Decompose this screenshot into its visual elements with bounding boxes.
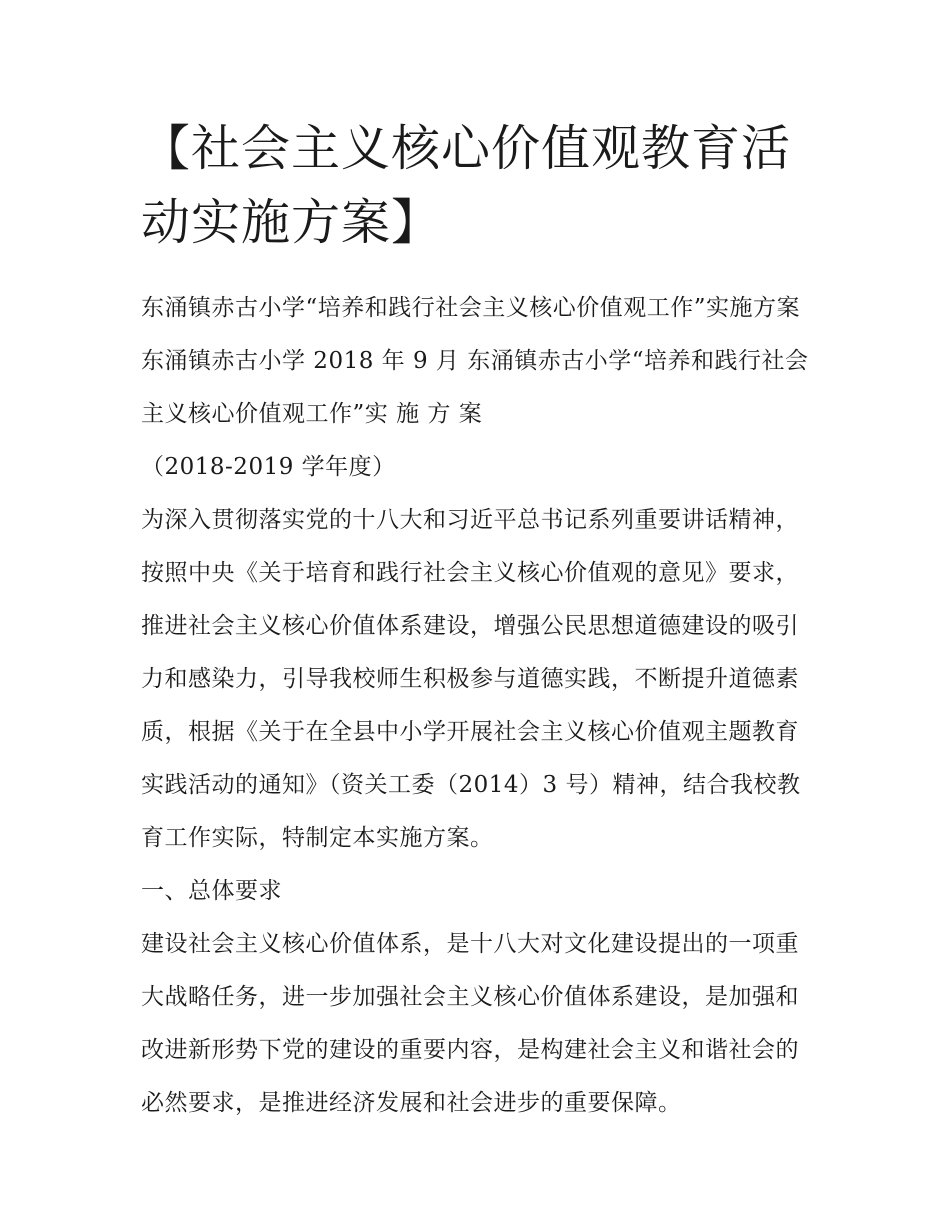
paragraph-intro: 为深入贯彻落实党的十八大和习近平总书记系列重要讲话精神，按照中央《关于培育和践行社会主义核心价值观的意见》要求，推进社会主义核心价值体系建设，增强公民思想道德建设的吸引力和感染力，引导我校师生积极参与道德实践，不断提升道德素质，根据《关于在全县中小学开展社会主义核心价值观主题教育实践活动的通知》（资关工委（2014）3 号）精神，结合我校教育工作实际，特制定本实施方案。 [141,507,801,851]
subtitle-line: 东涌镇赤古小学“培养和践行社会主义核心价值观工作”实施方案 东涌镇赤古小学 2018 年 9 月 东涌镇赤古小学“培养和践行社会主义核心价值观工作”实 施 方 案 [141,295,809,427]
school-year: （2018-2019 学年度） [141,454,396,480]
paragraph-general-requirements: 建设社会主义核心价值体系，是十八大对文化建设提出的一项重大战略任务，进一步加强社会主义核心价值体系建设，是加强和改进新形势下党的建设的重要内容，是构建社会主义和谐社会的必然要求，是推进经济发展和社会进步的重要保障。 [141,931,799,1116]
section-heading-general-requirements: 一、总体要求 [141,878,282,904]
document-body [141,112,817,1130]
document-title: 【社会主义核心价值观教育活动实施方案】 [141,120,792,251]
